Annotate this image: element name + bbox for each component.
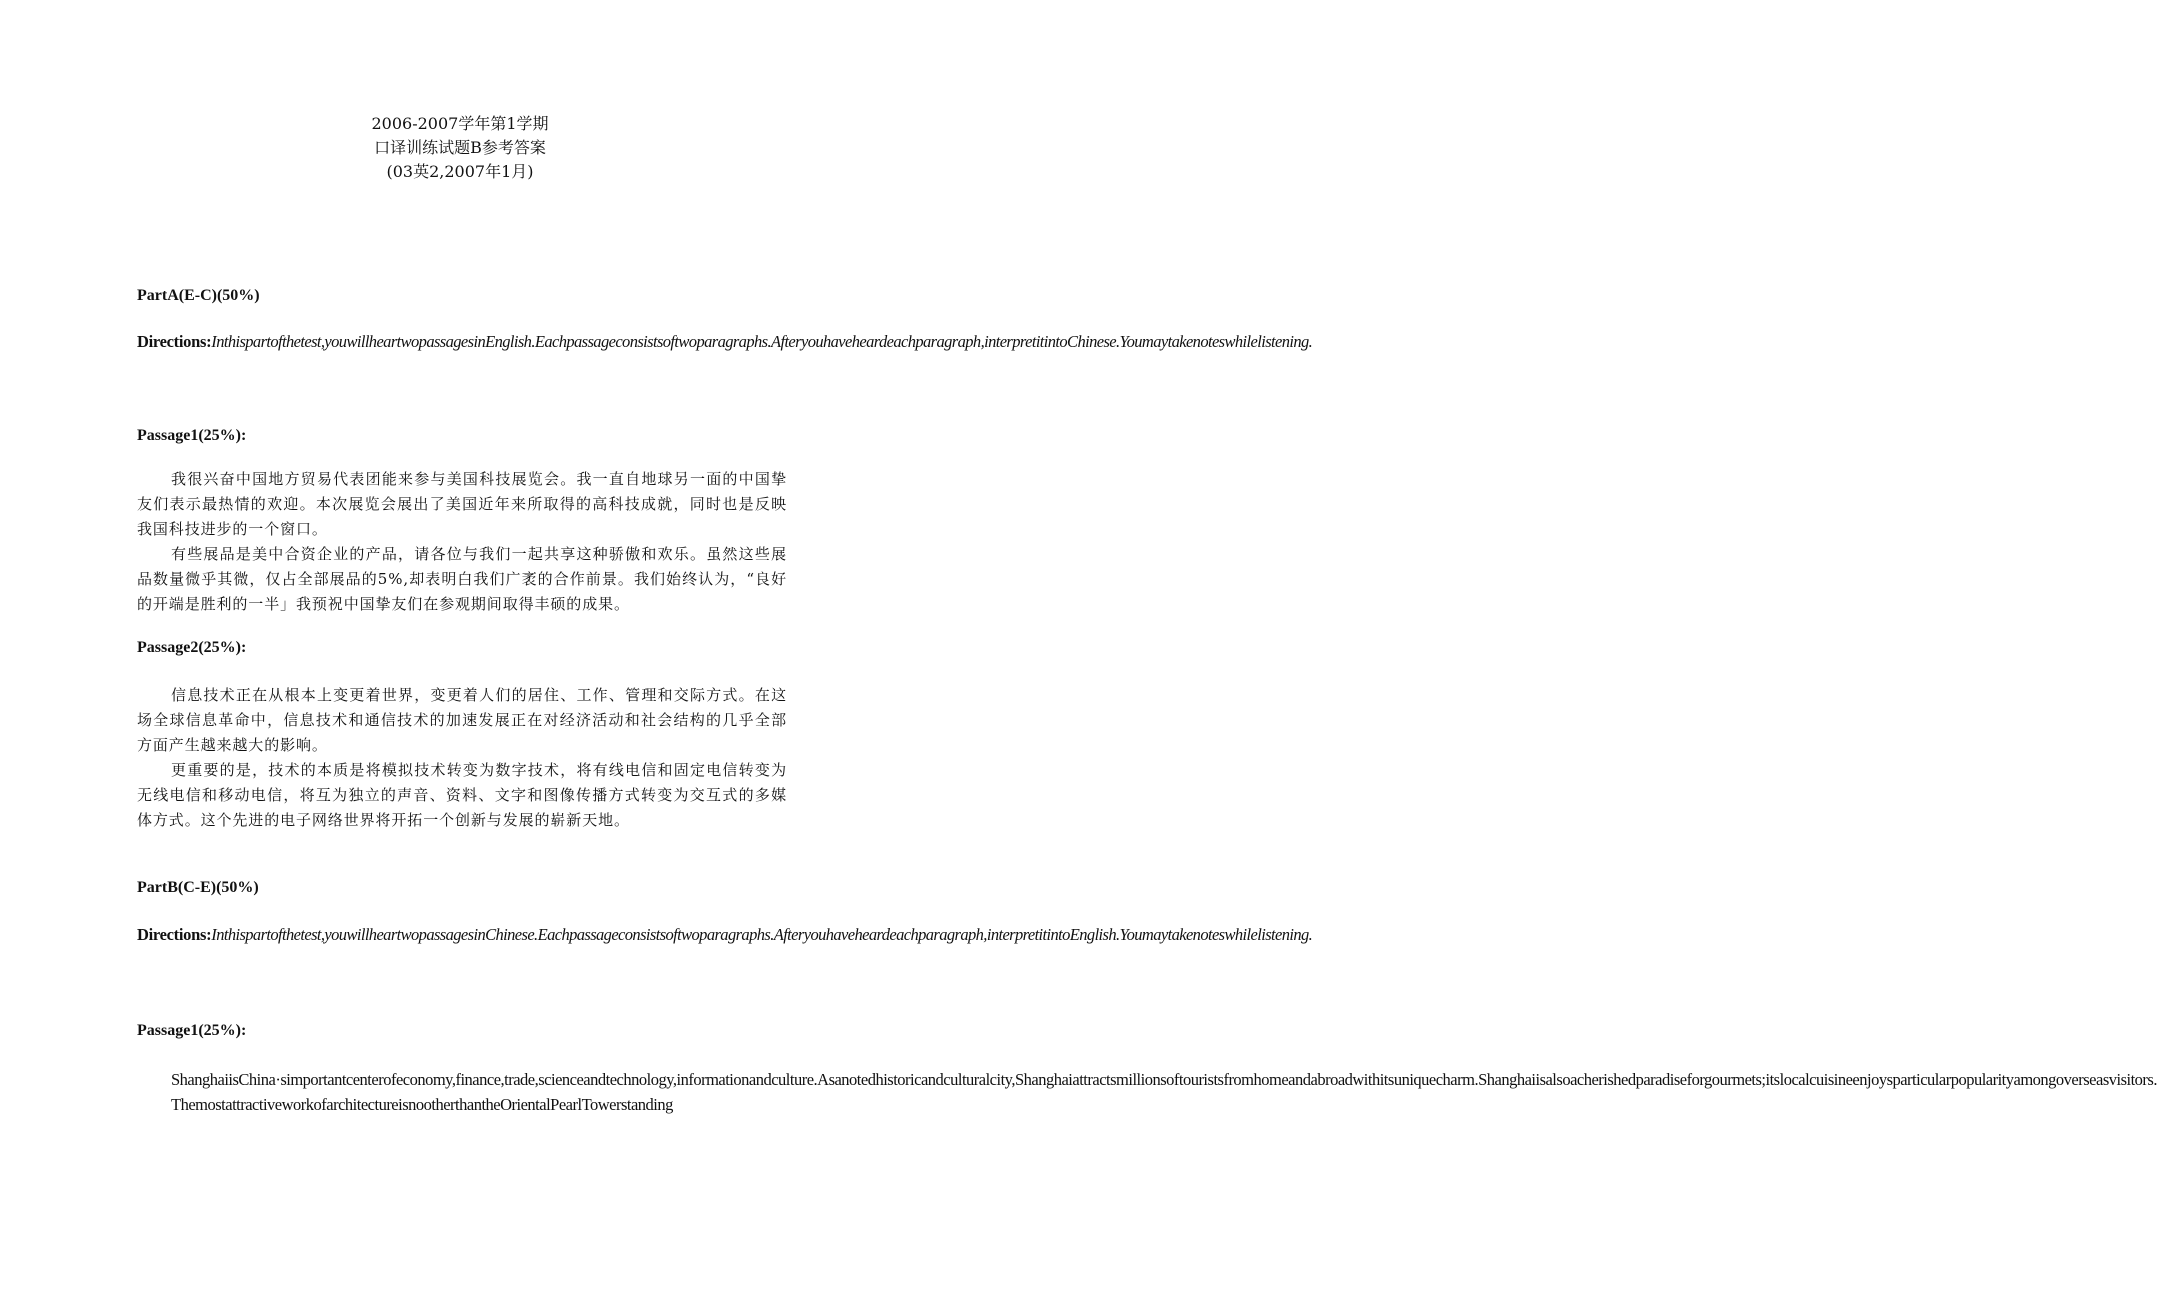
part-a-title: PartA(E-C)(50%): [137, 287, 260, 304]
part-b-directions-text: Inthispartofthetest,youwillheartwopassagesinChinese.Eachpassageconsistsoftwoparagraphs.Afteryouhaveheardeachparagraph,interpretitintoEnglish.Youmaytakenoteswhilelistening.: [211, 925, 1313, 944]
part-b-passage1-title: Passage1(25%):: [137, 1022, 247, 1039]
paragraph: 我很兴奋中国地方贸易代表团能来参与美国科技展览会。我一直自地球另一面的中国挚友们表示最热情的欢迎。本次展览会展出了美国近年来所取得的高科技成就，同时也是反映我国科技进步的一个窗口。: [137, 470, 787, 538]
paragraph: ThemostattractiveworkofarchitectureisnootherthantheOrientalPearlTowerstanding: [171, 1095, 673, 1114]
part-a-passage2-body: [137, 683, 787, 833]
part-a-directions-label: Directions:: [137, 332, 212, 351]
part-a-passage1-title: Passage1(25%):: [137, 427, 247, 444]
part-a-directions: [137, 329, 1313, 354]
part-b-title: PartB(C-E)(50%): [137, 879, 259, 896]
part-b-passage1-body: [137, 1067, 2157, 1117]
semester-line: 2006-2007学年第1学期: [371, 114, 549, 133]
paragraph: 更重要的是，技术的本质是将模拟技术转变为数字技术，将有线电信和固定电信转变为无线电信和移动电信，将互为独立的声音、资料、文字和图像传播方式转变为交互式的多媒体方式。这个先进的电子网络世界将开拓一个创新与发展的崭新天地。: [137, 761, 787, 829]
paragraph: 信息技术正在从根本上变更着世界，变更着人们的居住、工作、管理和交际方式。在这场全球信息革命中，信息技术和通信技术的加速发展正在对经济活动和社会结构的几乎全部方面产生越来越大的影响。: [137, 686, 787, 754]
paragraph: 有些展品是美中合资企业的产品，请各位与我们一起共享这种骄傲和欢乐。虽然这些展品数量微乎其微，仅占全部展品的5%,却表明白我们广袤的合作前景。我们始终认为，“良好的开端是胜利的一半」我预祝中国挚友们在参观期间取得丰硕的成果。: [137, 545, 787, 613]
part-b-directions-label: Directions:: [137, 925, 212, 944]
paragraph: ShanghaiisChina·simportantcenterofeconomy,finance,trade,scienceandtechnology,informationandculture.Asanotedhistoricandculturalcity,Shanghaiattractsmillionsoftouristsfromhomeandabroadwithitsuniquecharm.Shanghaiisalsoacherishedparadiseforgourmets;itslocalcuisineenjoysparticularpopularityamongoverseasvisitors.: [171, 1070, 2157, 1089]
part-a-passage1-body: [137, 467, 787, 617]
part-a-passage2-title: Passage2(25%):: [137, 639, 247, 656]
part-a-directions-text: Inthispartofthetest,youwillheartwopassagesinEnglish.Eachpassageconsistsoftwoparagraphs.Afteryouhaveheardeachparagraph,interpretitintoChinese.Youmaytakenoteswhilelistening.: [211, 332, 1313, 351]
exam-title: 口译训练试题B参考答案: [374, 138, 546, 157]
document-header: [0, 112, 920, 184]
part-b-directions: [137, 922, 1313, 947]
class-date-line: (03英2,2007年1月): [386, 162, 534, 181]
